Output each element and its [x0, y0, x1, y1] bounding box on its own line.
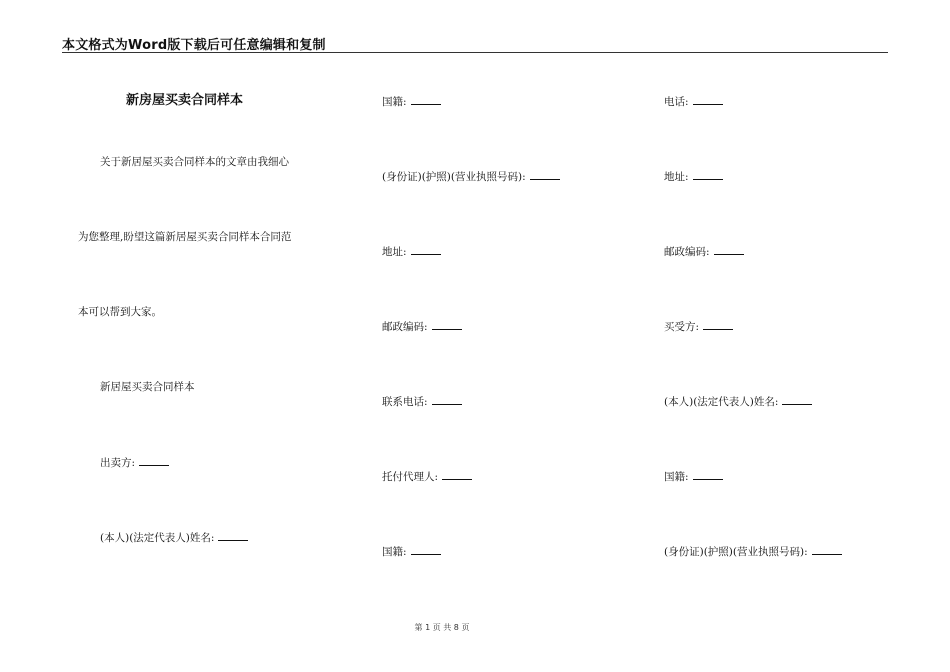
seller-phone-blank: [432, 394, 462, 405]
agent-postcode-label: 邮政编码:: [664, 246, 710, 258]
contract-title: 新房屋买卖合同样本: [126, 93, 244, 108]
seller-postcode-label: 邮政编码:: [382, 321, 428, 333]
page-number-footer: 第 1 页 共 8 页: [414, 623, 470, 632]
intro-line-3: 本可以帮到大家。: [78, 306, 162, 318]
seller-nationality-label: 国籍:: [382, 96, 407, 108]
seller-label: 出卖方:: [100, 457, 136, 469]
seller-phone-label: 联系电话:: [382, 396, 428, 408]
seller-id-blank: [530, 169, 560, 180]
buyer-id-label: (身份证)(护照)(营业执照号码):: [664, 546, 808, 558]
buyer-name-label: (本人)(法定代表人)姓名:: [664, 396, 779, 408]
agent-address-label: 地址:: [664, 171, 689, 183]
seller-field: [100, 455, 169, 470]
seller-address-blank: [411, 244, 441, 255]
seller-address-field: [382, 244, 441, 259]
seller-name-field: [100, 530, 248, 545]
seller-address-label: 地址:: [382, 246, 407, 258]
buyer-name-field: [664, 394, 812, 409]
agent-nationality-field: [382, 544, 441, 559]
buyer-id-blank: [812, 544, 842, 555]
buyer-name-blank: [782, 394, 812, 405]
buyer-field: [664, 319, 733, 334]
agent-nationality-blank: [411, 544, 441, 555]
buyer-nationality-blank: [693, 469, 723, 480]
seller-id-field: [382, 169, 560, 184]
sub-title: 新居屋买卖合同样本: [100, 381, 195, 393]
document-header: 本文格式为Word版下载后可任意编辑和复制: [62, 38, 326, 53]
agent-address-field: [664, 169, 723, 184]
buyer-nationality-field: [664, 469, 723, 484]
seller-id-label: (身份证)(护照)(营业执照号码):: [382, 171, 526, 183]
intro-line-1: 关于新居屋买卖合同样本的文章由我细心: [100, 156, 289, 168]
seller-name-blank: [218, 530, 248, 541]
column-right: [640, 0, 940, 672]
seller-postcode-blank: [432, 319, 462, 330]
seller-postcode-field: [382, 319, 462, 334]
seller-agent-label: 托付代理人:: [382, 471, 439, 483]
intro-line-2: 为您整理,盼望这篇新居屋买卖合同样本合同范: [78, 231, 292, 243]
seller-agent-field: [382, 469, 472, 484]
agent-phone-label: 电话:: [664, 96, 689, 108]
agent-phone-field: [664, 94, 723, 109]
seller-agent-blank: [442, 469, 472, 480]
seller-phone-field: [382, 394, 462, 409]
seller-nationality-field: [382, 94, 441, 109]
column-middle: [340, 0, 640, 672]
agent-phone-blank: [693, 94, 723, 105]
seller-name-label: (本人)(法定代表人)姓名:: [100, 532, 215, 544]
column-left: [0, 0, 340, 672]
agent-nationality-label: 国籍:: [382, 546, 407, 558]
agent-postcode-blank: [714, 244, 744, 255]
buyer-nationality-label: 国籍:: [664, 471, 689, 483]
buyer-id-field: [664, 544, 842, 559]
buyer-label: 买受方:: [664, 321, 700, 333]
buyer-blank: [703, 319, 733, 330]
seller-blank: [139, 455, 169, 466]
agent-postcode-field: [664, 244, 744, 259]
agent-address-blank: [693, 169, 723, 180]
seller-nationality-blank: [411, 94, 441, 105]
